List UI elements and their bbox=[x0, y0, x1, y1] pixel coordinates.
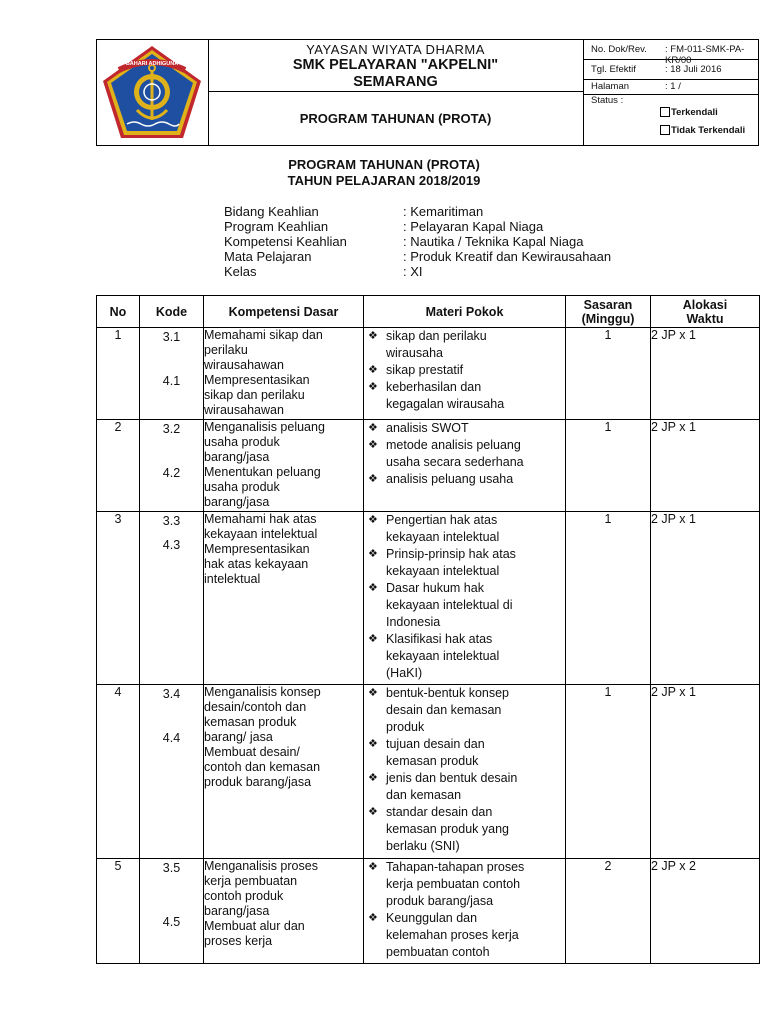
cell-sasaran: 2 bbox=[566, 859, 651, 964]
cell-kompetensi-dasar bbox=[204, 685, 364, 859]
materi-item bbox=[364, 471, 565, 488]
materi-line: kekayaan intelektual di bbox=[386, 598, 513, 612]
col-header-materi: Materi Pokok bbox=[364, 296, 566, 328]
materi-line: sikap dan perilaku bbox=[386, 329, 487, 343]
col-header-kode: Kode bbox=[140, 296, 204, 328]
kode-value: 3.5 bbox=[162, 861, 181, 875]
diamond-bullet-icon: ❖ bbox=[368, 582, 378, 594]
materi-line: Keunggulan dan bbox=[386, 911, 478, 925]
materi-line: dan kemasan bbox=[386, 788, 462, 802]
kode-value: 4.1 bbox=[162, 374, 181, 388]
checkbox-icon bbox=[660, 107, 670, 117]
materi-line: kekayaan intelektual bbox=[386, 530, 500, 544]
kd-line: perilaku bbox=[204, 343, 248, 357]
materi-line: (HaKI) bbox=[386, 666, 423, 680]
cell-alokasi: 2 JP x 1 bbox=[651, 512, 760, 685]
materi-line: kekayaan intelektual bbox=[386, 649, 500, 663]
meta-effective-date: Tgl. Efektif : 18 Juli 2016 bbox=[584, 60, 759, 80]
diamond-bullet-icon: ❖ bbox=[368, 806, 378, 818]
kd-line: Memahami hak atas bbox=[204, 512, 317, 526]
prota-table bbox=[96, 295, 760, 964]
header-title-cell bbox=[208, 40, 584, 145]
kode-value: 3.4 bbox=[162, 687, 181, 701]
page-subtitle: TAHUN PELAJARAN 2018/2019 bbox=[287, 173, 481, 188]
kode-value: 4.4 bbox=[162, 731, 181, 745]
materi-item bbox=[364, 910, 565, 961]
materi-line: produk bbox=[386, 720, 425, 734]
col-header-alokasi: Alokasi Waktu bbox=[651, 296, 760, 328]
col-header-kd: Kompetensi Dasar bbox=[204, 296, 364, 328]
foundation-name: YAYASAN WIYATA DHARMA bbox=[306, 42, 485, 57]
svg-text:BAHARI ADHIGUNA: BAHARI ADHIGUNA bbox=[125, 61, 179, 67]
diamond-bullet-icon: ❖ bbox=[368, 633, 378, 645]
materi-item bbox=[364, 328, 565, 362]
table-row bbox=[97, 420, 760, 512]
materi-line: kerja pembuatan contoh bbox=[386, 877, 521, 891]
materi-item bbox=[364, 736, 565, 770]
diamond-bullet-icon: ❖ bbox=[368, 364, 378, 376]
table-row bbox=[97, 328, 760, 420]
materi-line: berlaku (SNI) bbox=[386, 839, 460, 853]
kd-line: usaha produk bbox=[204, 480, 280, 494]
kd-line: Menganalisis proses bbox=[204, 859, 318, 873]
cell-kompetensi-dasar bbox=[204, 328, 364, 420]
cell-kode bbox=[140, 328, 204, 420]
materi-item bbox=[364, 512, 565, 546]
cell-no: 1 bbox=[97, 328, 140, 420]
cell-no: 4 bbox=[97, 685, 140, 859]
kd-line: sikap dan perilaku bbox=[204, 388, 305, 402]
diamond-bullet-icon: ❖ bbox=[368, 738, 378, 750]
materi-item bbox=[364, 546, 565, 580]
diamond-bullet-icon: ❖ bbox=[368, 381, 378, 393]
meta-doc-number: No. Dok/Rev. : FM-011-SMK-PA-KR/00 bbox=[584, 40, 759, 60]
cell-materi-pokok bbox=[364, 328, 566, 420]
kd-line: Menganalisis konsep bbox=[204, 685, 321, 699]
cell-alokasi: 2 JP x 2 bbox=[651, 859, 760, 964]
cell-sasaran: 1 bbox=[566, 685, 651, 859]
kode-value: 3.1 bbox=[162, 330, 181, 344]
col-header-sasaran: Sasaran (Minggu) bbox=[566, 296, 651, 328]
kd-line: barang/jasa bbox=[204, 495, 270, 509]
document-meta bbox=[584, 40, 759, 145]
school-name-line2: SEMARANG bbox=[353, 74, 438, 90]
materi-item bbox=[364, 362, 565, 379]
materi-line: kemasan produk yang bbox=[386, 822, 509, 836]
checkbox-icon bbox=[660, 125, 670, 135]
materi-item bbox=[364, 631, 565, 682]
kd-line: intelektual bbox=[204, 572, 261, 586]
materi-line: wirausaha bbox=[386, 346, 443, 360]
diamond-bullet-icon: ❖ bbox=[368, 439, 378, 451]
kd-line: proses kerja bbox=[204, 934, 273, 948]
header-doc-title: PROGRAM TAHUNAN (PROTA) bbox=[299, 111, 492, 126]
cell-kode bbox=[140, 685, 204, 859]
materi-item bbox=[364, 580, 565, 631]
table-row bbox=[97, 685, 760, 859]
cell-kompetensi-dasar bbox=[204, 859, 364, 964]
kd-line: Menganalisis peluang bbox=[204, 420, 325, 434]
materi-item bbox=[364, 420, 565, 437]
logo-cell bbox=[97, 40, 209, 145]
materi-item bbox=[364, 770, 565, 804]
materi-line: pembuatan contoh bbox=[386, 945, 490, 959]
kode-value: 4.5 bbox=[162, 915, 181, 929]
kd-line: Membuat desain/ bbox=[204, 745, 300, 759]
table-header-row bbox=[97, 296, 760, 328]
cell-no: 5 bbox=[97, 859, 140, 964]
materi-line: analisis SWOT bbox=[386, 421, 469, 435]
cell-sasaran: 1 bbox=[566, 512, 651, 685]
meta-page: Halaman : 1 / bbox=[584, 80, 759, 95]
table-row bbox=[97, 859, 760, 964]
cell-sasaran: 1 bbox=[566, 420, 651, 512]
cell-kompetensi-dasar bbox=[204, 512, 364, 685]
materi-line: Tahapan-tahapan proses bbox=[386, 860, 525, 874]
kd-line: Menentukan peluang bbox=[204, 465, 321, 479]
kd-line: Membuat alur dan bbox=[204, 919, 305, 933]
cell-sasaran: 1 bbox=[566, 328, 651, 420]
kode-value: 3.3 bbox=[162, 514, 181, 528]
diamond-bullet-icon: ❖ bbox=[368, 912, 378, 924]
kd-line: wirausahawan bbox=[204, 403, 284, 417]
materi-line: jenis dan bentuk desain bbox=[386, 771, 518, 785]
cell-materi-pokok bbox=[364, 685, 566, 859]
materi-line: analisis peluang usaha bbox=[386, 472, 514, 486]
kd-line: wirausahawan bbox=[204, 358, 284, 372]
kd-line: desain/contoh dan bbox=[204, 700, 307, 714]
materi-line: Klasifikasi hak atas bbox=[386, 632, 493, 646]
materi-line: bentuk-bentuk konsep bbox=[386, 686, 510, 700]
materi-item bbox=[364, 685, 565, 736]
kd-line: produk barang/jasa bbox=[204, 775, 312, 789]
materi-line: standar desain dan bbox=[386, 805, 493, 819]
materi-item bbox=[364, 859, 565, 910]
materi-line: Prinsip-prinsip hak atas bbox=[386, 547, 516, 561]
cell-materi-pokok bbox=[364, 512, 566, 685]
kode-value: 4.2 bbox=[162, 466, 181, 480]
diamond-bullet-icon: ❖ bbox=[368, 548, 378, 560]
materi-line: kekayaan intelektual bbox=[386, 564, 500, 578]
materi-line: Indonesia bbox=[386, 615, 441, 629]
materi-line: Dasar hukum hak bbox=[386, 581, 484, 595]
status-option-controlled[interactable]: Terkendali bbox=[660, 107, 718, 118]
kd-line: usaha produk bbox=[204, 435, 280, 449]
kd-line: kekayaan intelektual bbox=[204, 527, 318, 541]
kd-line: contoh dan kemasan bbox=[204, 760, 321, 774]
kd-line: contoh produk bbox=[204, 889, 284, 903]
page-title: PROGRAM TAHUNAN (PROTA) bbox=[288, 157, 480, 172]
materi-line: tujuan desain dan bbox=[386, 737, 485, 751]
materi-line: kemasan produk bbox=[386, 754, 479, 768]
cell-kode bbox=[140, 512, 204, 685]
table-row bbox=[97, 512, 760, 685]
materi-line: desain dan kemasan bbox=[386, 703, 502, 717]
school-name-line1: SMK PELAYARAN "AKPELNI" bbox=[292, 57, 499, 73]
diamond-bullet-icon: ❖ bbox=[368, 514, 378, 526]
materi-item bbox=[364, 804, 565, 855]
kode-value: 3.2 bbox=[162, 422, 181, 436]
kd-line: hak atas kekayaan bbox=[204, 557, 309, 571]
diamond-bullet-icon: ❖ bbox=[368, 687, 378, 699]
cell-alokasi: 2 JP x 1 bbox=[651, 420, 760, 512]
kd-line: Memahami sikap dan bbox=[204, 328, 323, 342]
cell-kode bbox=[140, 420, 204, 512]
cell-no: 2 bbox=[97, 420, 140, 512]
materi-item bbox=[364, 437, 565, 471]
diamond-bullet-icon: ❖ bbox=[368, 772, 378, 784]
materi-line: kelemahan proses kerja bbox=[386, 928, 519, 942]
cell-alokasi: 2 JP x 1 bbox=[651, 685, 760, 859]
materi-line: keberhasilan dan bbox=[386, 380, 482, 394]
materi-line: Pengertian hak atas bbox=[386, 513, 498, 527]
status-option-uncontrolled[interactable]: Tidak Terkendali bbox=[660, 125, 745, 136]
diamond-bullet-icon: ❖ bbox=[368, 861, 378, 873]
col-header-no: No bbox=[97, 296, 140, 328]
diamond-bullet-icon: ❖ bbox=[368, 473, 378, 485]
materi-item bbox=[364, 379, 565, 413]
meta-status: Status : Terkendali Tidak Terkendali bbox=[591, 95, 746, 136]
kd-line: barang/jasa bbox=[204, 450, 270, 464]
diamond-bullet-icon: ❖ bbox=[368, 330, 378, 342]
school-logo bbox=[97, 40, 208, 145]
materi-line: produk barang/jasa bbox=[386, 894, 494, 908]
cell-no: 3 bbox=[97, 512, 140, 685]
kd-line: Mempresentasikan bbox=[204, 542, 310, 556]
kd-line: barang/ jasa bbox=[204, 730, 273, 744]
cell-kompetensi-dasar bbox=[204, 420, 364, 512]
kd-line: Mempresentasikan bbox=[204, 373, 310, 387]
cell-materi-pokok bbox=[364, 859, 566, 964]
cell-materi-pokok bbox=[364, 420, 566, 512]
materi-line: sikap prestatif bbox=[386, 363, 464, 377]
diamond-bullet-icon: ❖ bbox=[368, 422, 378, 434]
materi-line: metode analisis peluang bbox=[386, 438, 521, 452]
cell-kode bbox=[140, 859, 204, 964]
kd-line: kemasan produk bbox=[204, 715, 297, 729]
document-header bbox=[96, 39, 759, 146]
kode-value: 4.3 bbox=[162, 538, 181, 552]
cell-alokasi: 2 JP x 1 bbox=[651, 328, 760, 420]
kd-line: kerja pembuatan bbox=[204, 874, 298, 888]
materi-line: kegagalan wirausaha bbox=[386, 397, 505, 411]
kd-line: barang/jasa bbox=[204, 904, 270, 918]
materi-line: usaha secara sederhana bbox=[386, 455, 524, 469]
